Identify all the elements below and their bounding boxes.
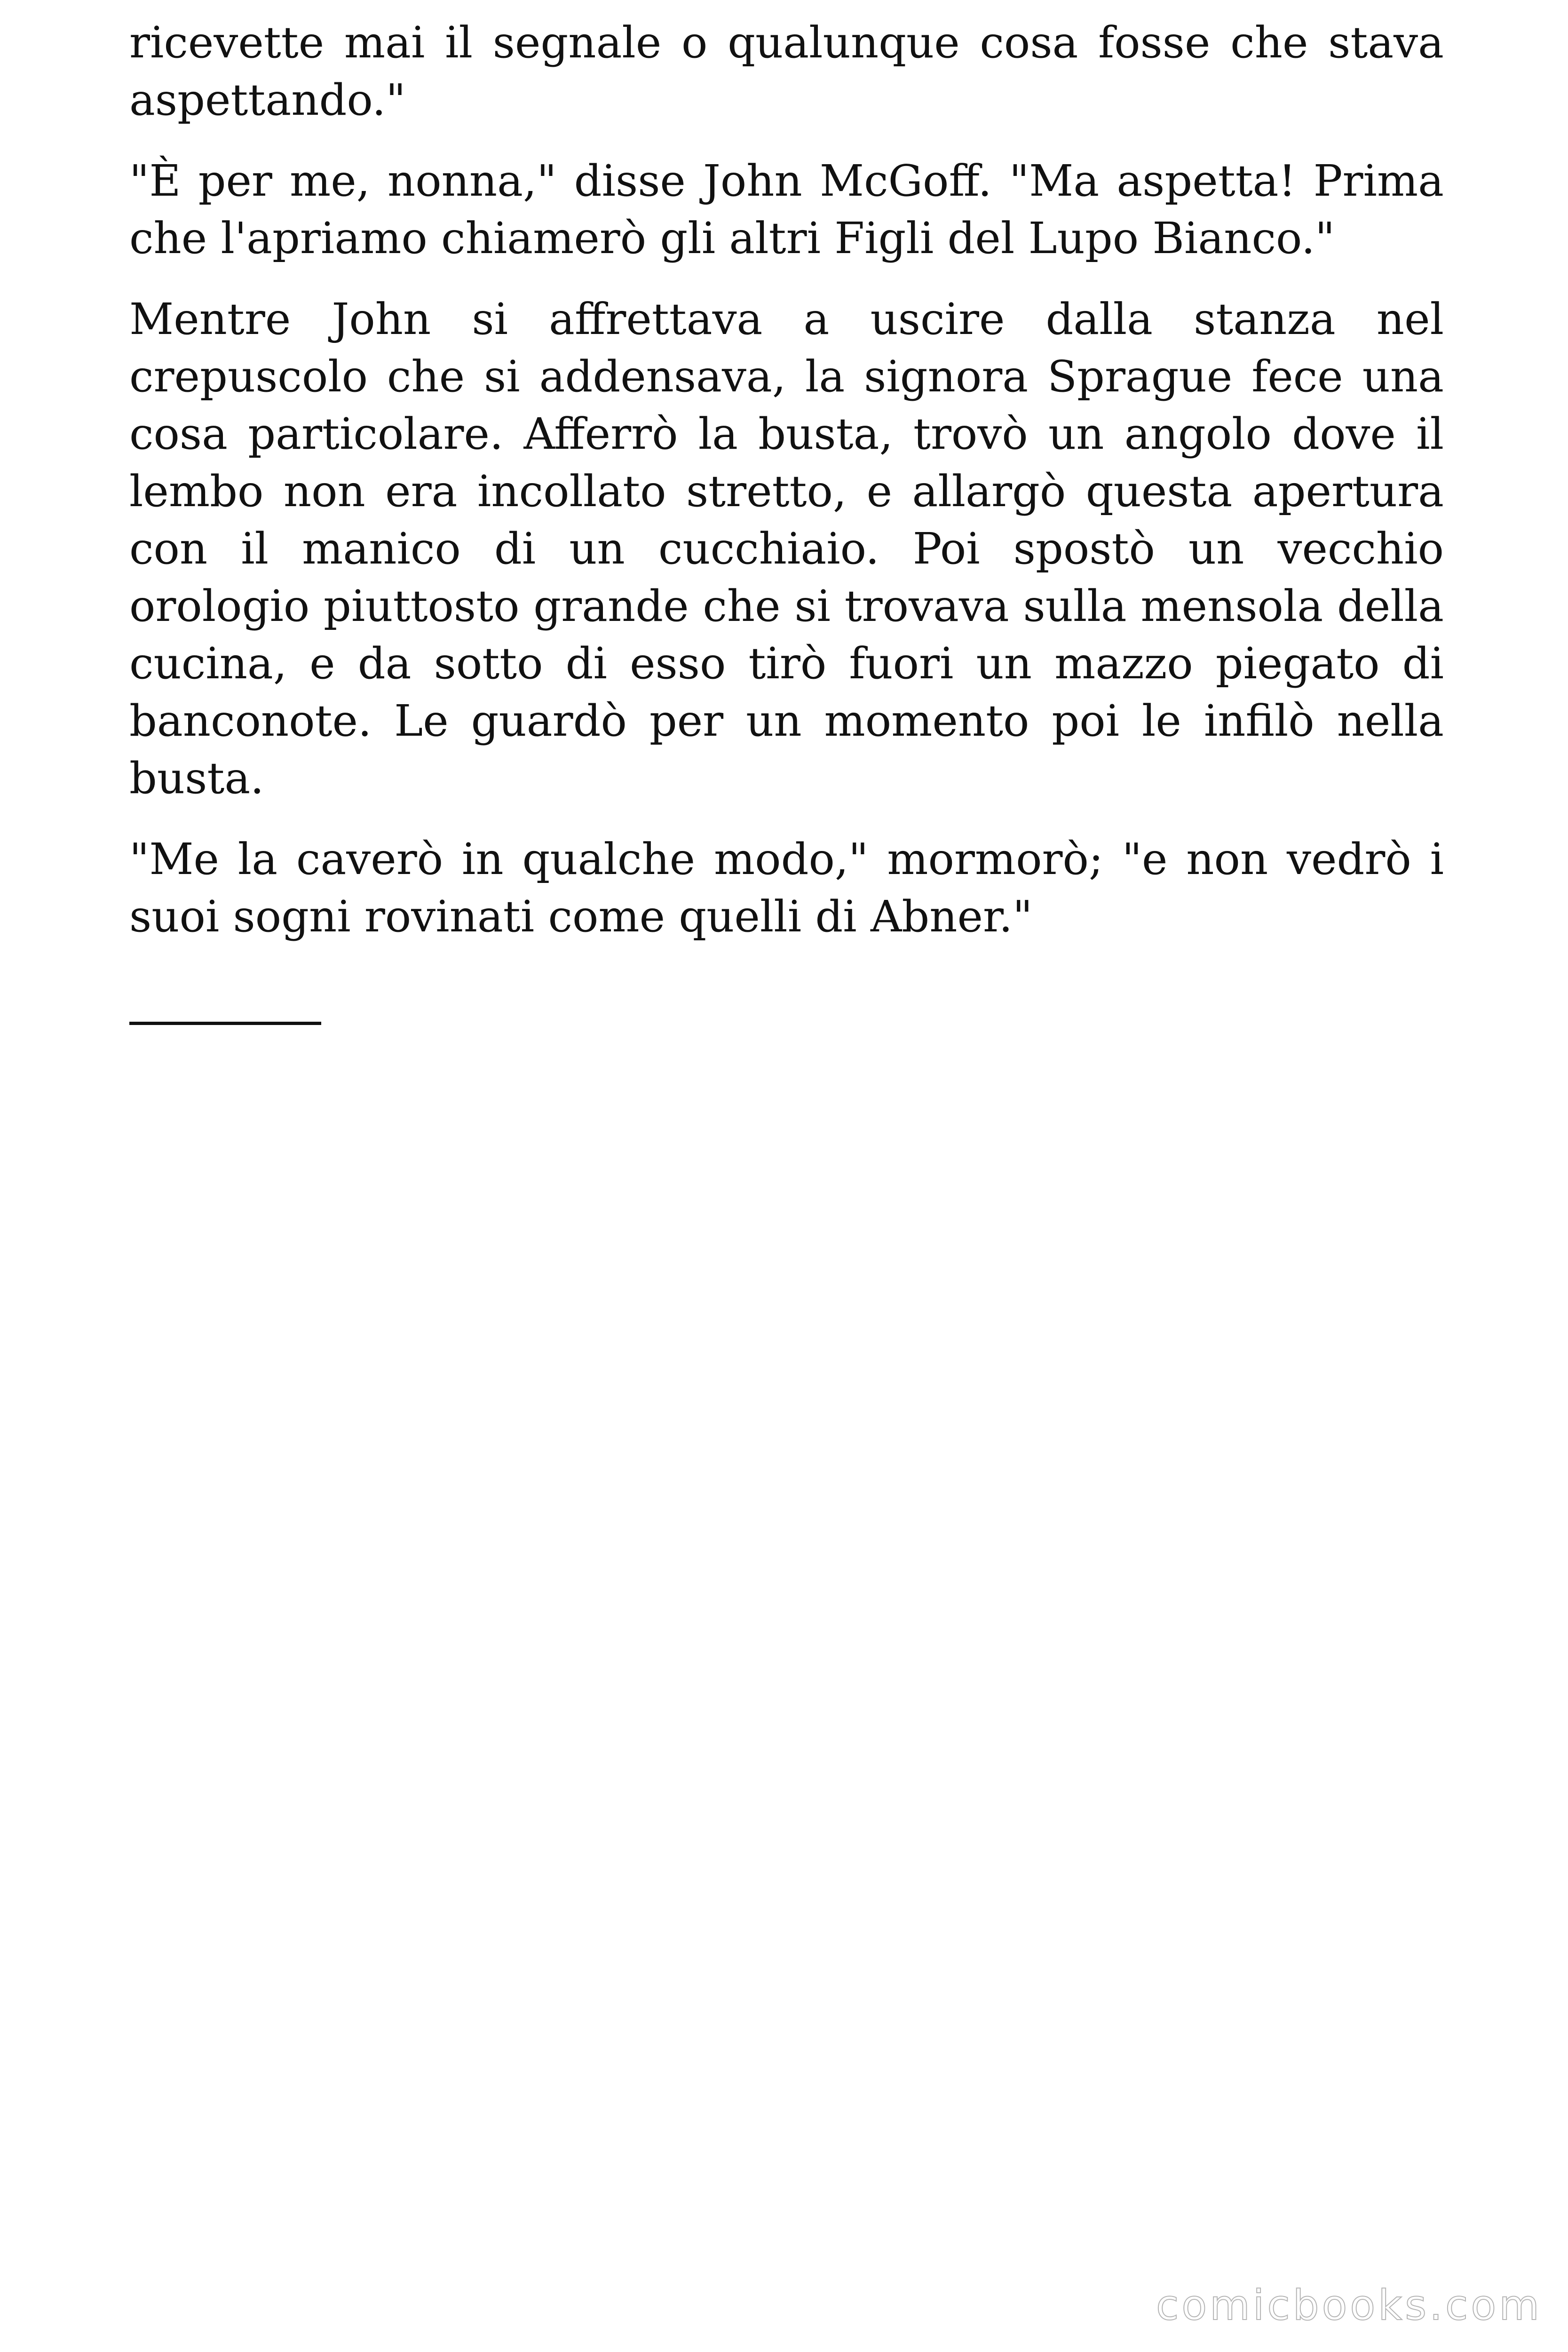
section-divider xyxy=(129,1022,321,1025)
watermark-text: comicbooks.com xyxy=(1156,2281,1542,2329)
paragraph-1: ricevette mai il segnale o qualunque cosa fosse che stava aspettando." xyxy=(129,17,1444,125)
paragraph-3: Mentre John si affrettava a uscire dalla stanza nel crepuscolo che si addensava, la signora Sprague fece una cosa particolare. Afferrò la busta, trovò un angolo dove il lembo non era incollato stretto, e allargò questa apertura con il manico di un cucchiaio. Poi spostò un vecchio orologio piuttosto grande che si trovava sulla mensola della cucina, e da sotto di esso tirò fuori un mazzo piegato di banconote. Le guardò per un momento poi le infilò nella busta. xyxy=(129,294,1444,803)
page-body xyxy=(129,14,1444,969)
paragraph-2: "È per me, nonna," disse John McGoff. "Ma aspetta! Prima che l'apriamo chiamerò gli altri Figli del Lupo Bianco." xyxy=(129,156,1444,263)
paragraph-4: "Me la caverò in qualche modo," mormorò; "e non vedrò i suoi sogni rovinati come quelli di Abner." xyxy=(129,834,1444,942)
